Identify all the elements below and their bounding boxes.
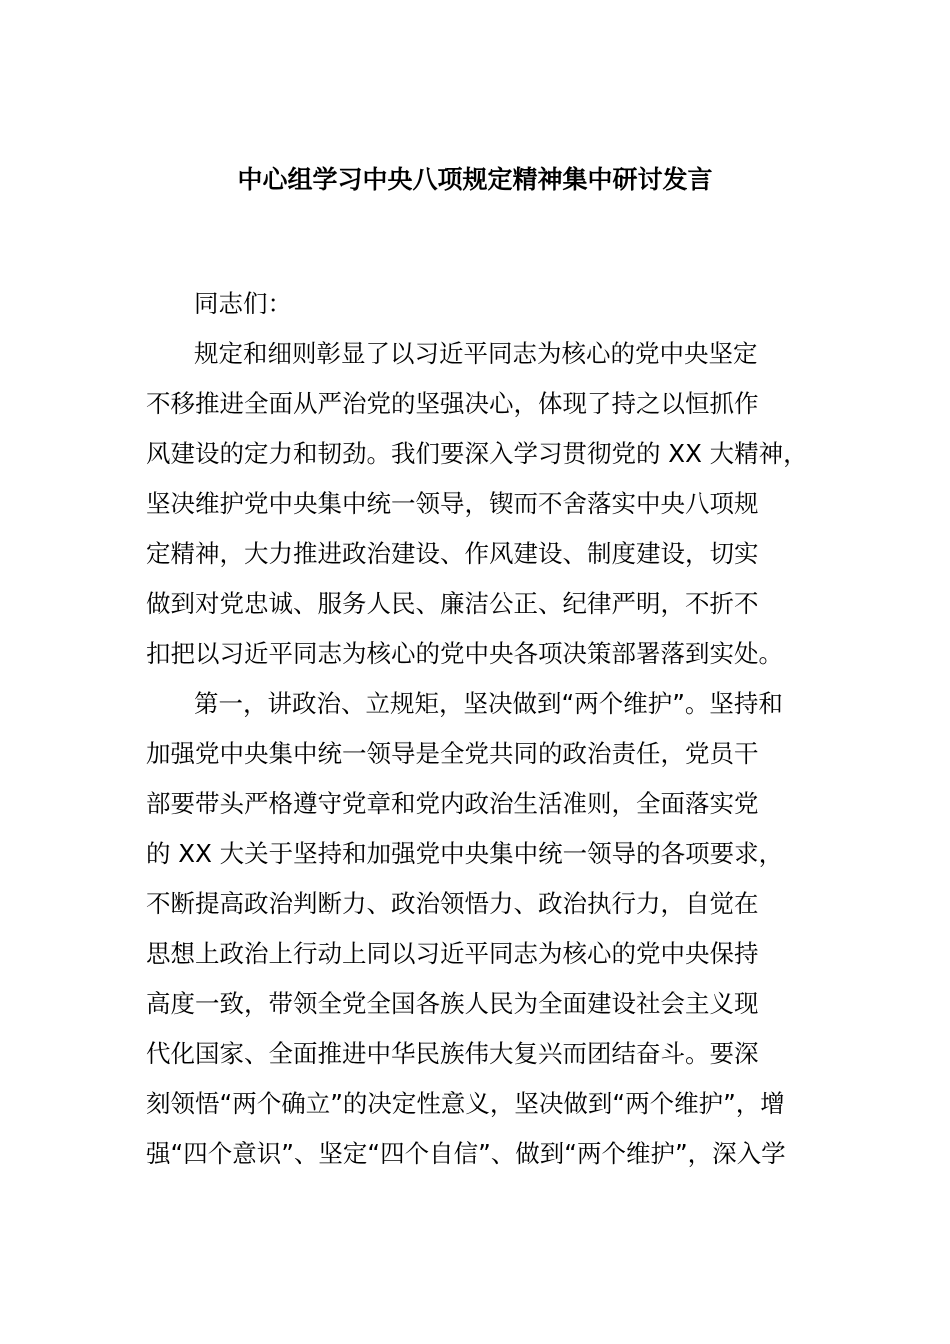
- body-line-14: 高度一致，带领全党全国各族人民为全面建设社会主义现: [146, 989, 759, 1018]
- body-line-9: 加强党中央集中统一领导是全党共同的政治责任，党员干: [146, 739, 759, 768]
- salutation-line: 同志们：: [194, 289, 292, 318]
- body-line-12: 不断提高政治判断力、政治领悟力、政治执行力，自觉在: [146, 889, 759, 918]
- body-line-16: 刻领悟“两个确立”的决定性意义，坚决做到“两个维护”，增: [146, 1089, 785, 1118]
- body-line-6: 做到对党忠诚、服务人民、廉洁公正、纪律严明，不折不: [146, 589, 759, 618]
- body-line-15: 代化国家、全面推进中华民族伟大复兴而团结奋斗。要深: [146, 1039, 759, 1068]
- body-line-10: 部要带头严格遵守党章和党内政治生活准则，全面落实党: [146, 789, 759, 818]
- body-line-11: 的 XX 大关于坚持和加强党中央集中统一领导的各项要求，: [146, 839, 784, 868]
- body-line-13: 思想上政治上行动上同以习近平同志为核心的党中央保持: [146, 939, 759, 968]
- body-line-3: 风建设的定力和韧劲。我们要深入学习贯彻党的 XX 大精神，: [146, 439, 808, 468]
- body-line-4: 坚决维护党中央集中统一领导，锲而不舍落实中央八项规: [146, 489, 759, 518]
- document-title: 中心组学习中央八项规定精神集中研讨发言: [237, 165, 713, 194]
- body-line-8: 第一，讲政治、立规矩，坚决做到“两个维护”。坚持和: [194, 689, 783, 718]
- body-line-7: 扣把以习近平同志为核心的党中央各项决策部署落到实处。: [146, 639, 783, 668]
- body-line-1: 规定和细则彰显了以习近平同志为核心的党中央坚定: [194, 339, 758, 368]
- body-line-2: 不移推进全面从严治党的坚强决心，体现了持之以恒抓作: [146, 389, 759, 418]
- body-line-17: 强“四个意识”、坚定“四个自信”、做到“两个维护”，深入学: [146, 1139, 786, 1168]
- body-line-5: 定精神，大力推进政治建设、作风建设、制度建设，切实: [146, 539, 759, 568]
